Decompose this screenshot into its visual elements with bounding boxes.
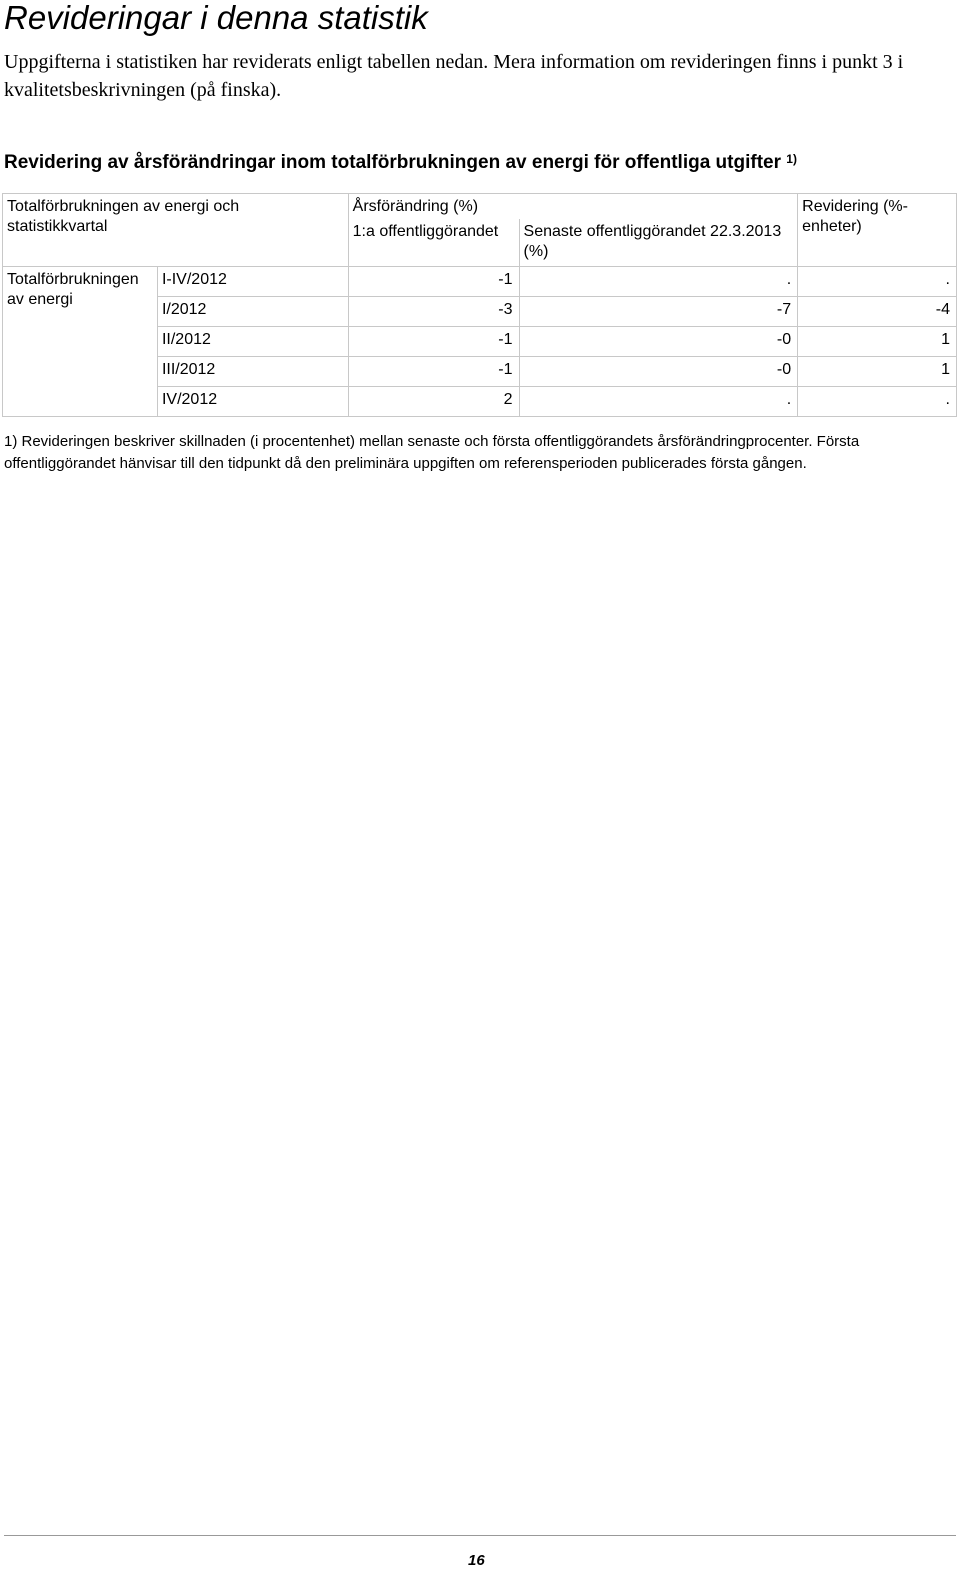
row-period: III/2012 (157, 357, 348, 387)
row-period: I-IV/2012 (157, 267, 348, 297)
row-first-value: -1 (348, 357, 519, 387)
row-first-value: -1 (348, 267, 519, 297)
table-row (3, 267, 957, 297)
row-first-value: -1 (348, 327, 519, 357)
row-latest-value: -0 (519, 357, 798, 387)
header-period-column: Totalförbrukningen av energi och statistikkvartal (3, 194, 349, 267)
table-title-text: Revidering av årsförändringar inom totalförbrukningen av energi för offentliga utgifter (4, 152, 781, 173)
table-header-row (3, 194, 957, 220)
page-number: 16 (468, 1552, 485, 1569)
row-period: II/2012 (157, 327, 348, 357)
table-title-footnote-ref: 1) (786, 152, 797, 166)
page-heading: Revideringar i denna statistik (4, 0, 428, 36)
row-revision-value: . (798, 267, 957, 297)
row-latest-value: . (519, 267, 798, 297)
row-latest-value: -7 (519, 297, 798, 327)
revision-table (2, 193, 957, 417)
row-latest-value: . (519, 387, 798, 417)
intro-paragraph: Uppgifterna i statistiken har reviderats enligt tabellen nedan. Mera information om revideringen finns i punkt 3 i kvalitetsbeskrivningen (på finska). (4, 51, 904, 101)
header-first-publication: 1:a offentliggörandet (348, 219, 519, 267)
header-latest-publication: Senaste offentliggörandet 22.3.2013 (%) (519, 219, 798, 267)
row-period: IV/2012 (157, 387, 348, 417)
row-latest-value: -0 (519, 327, 798, 357)
footer-divider (4, 1535, 956, 1536)
row-revision-value: -4 (798, 297, 957, 327)
row-revision-value: . (798, 387, 957, 417)
table-footnote: 1) Revideringen beskriver skillnaden (i procentenhet) mellan senaste och första offentliggörandets årsförändringprocenter. Första offentliggörandet hänvisar till den tidpunkt då den preliminära uppgiften om referensperioden publicerades första gången. (4, 433, 860, 472)
row-first-value: 2 (348, 387, 519, 417)
row-revision-value: 1 (798, 357, 957, 387)
row-period: I/2012 (157, 297, 348, 327)
table-title (4, 148, 797, 178)
row-group-label: Totalförbrukningen av energi (3, 267, 158, 417)
header-annual-change: Årsförändring (%) (348, 194, 798, 220)
row-first-value: -3 (348, 297, 519, 327)
header-revision: Revidering (%-enheter) (798, 194, 957, 267)
row-revision-value: 1 (798, 327, 957, 357)
